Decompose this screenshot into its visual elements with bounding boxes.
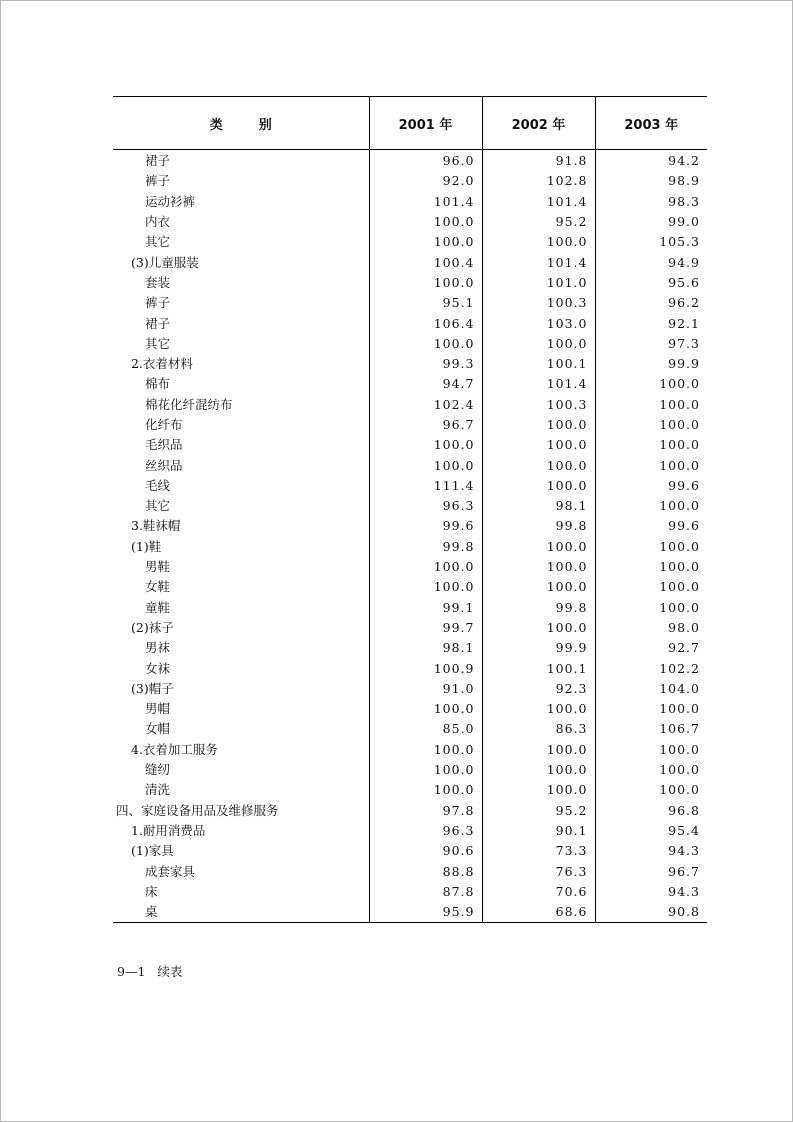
table-row	[113, 882, 707, 902]
row-label: 裙子	[145, 315, 171, 331]
value-2001: 100.0	[369, 273, 482, 293]
row-label: (3)帽子	[131, 680, 174, 696]
value-2002: 101.0	[482, 273, 595, 293]
table-row	[113, 273, 707, 293]
value-2003: 100.0	[595, 577, 707, 597]
value-2003: 99.6	[595, 476, 707, 496]
value-2003: 96.7	[595, 861, 707, 881]
row-label: 四、家庭设备用品及维修服务	[116, 802, 279, 818]
value-2001: 100.0	[369, 557, 482, 577]
value-2003: 100.0	[595, 395, 707, 415]
value-2001: 100.0	[369, 760, 482, 780]
value-2003: 96.2	[595, 293, 707, 313]
value-2002: 103.0	[482, 313, 595, 333]
value-2002: 100.0	[482, 334, 595, 354]
table-row	[113, 577, 707, 597]
header-2001: 2001 年	[369, 97, 482, 150]
value-2002: 90.1	[482, 821, 595, 841]
row-label: 其它	[145, 335, 171, 351]
row-label: 套装	[145, 274, 171, 290]
value-2001: 99.6	[369, 516, 482, 536]
value-2001: 95.9	[369, 902, 482, 923]
value-2003: 92.7	[595, 638, 707, 658]
value-2003: 100.0	[595, 780, 707, 800]
value-2002: 100.3	[482, 395, 595, 415]
value-2001: 92.0	[369, 171, 482, 191]
value-2001: 97.8	[369, 801, 482, 821]
value-2002: 100.0	[482, 760, 595, 780]
row-label: 棉布	[145, 376, 171, 392]
value-2003: 100.0	[595, 435, 707, 455]
value-2001: 100.0	[369, 334, 482, 354]
value-2003: 99.0	[595, 212, 707, 232]
header-2002: 2002 年	[482, 97, 595, 150]
table-row	[113, 719, 707, 739]
table-row	[113, 252, 707, 272]
row-label: 丝织品	[145, 457, 183, 473]
row-label: 女鞋	[145, 579, 171, 595]
value-2003: 105.3	[595, 232, 707, 252]
value-2001: 85.0	[369, 719, 482, 739]
value-2001: 91.0	[369, 679, 482, 699]
table-row	[113, 192, 707, 212]
table-row	[113, 455, 707, 475]
value-2002: 100.0	[482, 537, 595, 557]
row-label: 棉花化纤混纺布	[145, 396, 233, 412]
value-2002: 100.0	[482, 618, 595, 638]
value-2001: 96.7	[369, 415, 482, 435]
value-2001: 99.1	[369, 598, 482, 618]
value-2003: 94.3	[595, 882, 707, 902]
header-category: 类别	[113, 97, 369, 150]
value-2003: 98.3	[595, 192, 707, 212]
value-2002: 100.0	[482, 232, 595, 252]
table-row	[113, 760, 707, 780]
row-label: 床	[145, 883, 158, 899]
value-2003: 94.9	[595, 252, 707, 272]
row-label: (3)儿童服装	[131, 254, 199, 270]
table-row	[113, 537, 707, 557]
value-2001: 101.4	[369, 192, 482, 212]
value-2001: 95.1	[369, 293, 482, 313]
value-2001: 100.0	[369, 232, 482, 252]
table-row	[113, 313, 707, 333]
value-2002: 99.9	[482, 638, 595, 658]
value-2002: 99.8	[482, 598, 595, 618]
value-2002: 101.4	[482, 192, 595, 212]
value-2003: 97.3	[595, 334, 707, 354]
value-2003: 100.0	[595, 740, 707, 760]
row-label: (1)鞋	[131, 538, 162, 554]
value-2002: 91.8	[482, 150, 595, 172]
value-2001: 100.0	[369, 212, 482, 232]
table-row	[113, 496, 707, 516]
footer-note: 9—1 续表	[117, 964, 183, 979]
value-2002: 99.8	[482, 516, 595, 536]
row-label: (2)袜子	[131, 619, 174, 635]
table-body	[113, 150, 707, 923]
row-label: 裤子	[145, 173, 171, 189]
row-label: 1.耐用消费品	[131, 822, 206, 838]
row-label: 男袜	[145, 640, 171, 656]
table-row	[113, 150, 707, 172]
row-label: 成套家具	[145, 863, 196, 879]
table-row	[113, 212, 707, 232]
value-2002: 86.3	[482, 719, 595, 739]
table-row	[113, 415, 707, 435]
value-2002: 76.3	[482, 861, 595, 881]
value-2002: 98.1	[482, 496, 595, 516]
value-2001: 96.3	[369, 821, 482, 841]
value-2002: 100.0	[482, 557, 595, 577]
row-label: 4.衣着加工服务	[131, 741, 218, 757]
value-2003: 98.0	[595, 618, 707, 638]
value-2003: 100.0	[595, 760, 707, 780]
table-row	[113, 395, 707, 415]
row-label: 裙子	[145, 153, 171, 169]
value-2002: 73.3	[482, 841, 595, 861]
value-2001: 90.6	[369, 841, 482, 861]
table-row	[113, 598, 707, 618]
value-2001: 100.0	[369, 740, 482, 760]
value-2001: 99.8	[369, 537, 482, 557]
value-2003: 102.2	[595, 658, 707, 678]
row-label: 其它	[145, 498, 171, 514]
value-2002: 100.1	[482, 658, 595, 678]
table-row	[113, 293, 707, 313]
table-row	[113, 841, 707, 861]
table-row	[113, 658, 707, 678]
value-2001: 100.0	[369, 699, 482, 719]
value-2002: 100.0	[482, 699, 595, 719]
table-row	[113, 638, 707, 658]
value-2003: 95.4	[595, 821, 707, 841]
table-row	[113, 780, 707, 800]
table-header-row	[113, 97, 707, 150]
value-2001: 102.4	[369, 395, 482, 415]
value-2003: 99.9	[595, 354, 707, 374]
table-row	[113, 476, 707, 496]
value-2003: 100.0	[595, 699, 707, 719]
row-label: 化纤布	[145, 417, 183, 432]
row-label: 童鞋	[145, 599, 171, 615]
table-row	[113, 699, 707, 719]
value-2003: 94.2	[595, 150, 707, 172]
table-row	[113, 902, 707, 923]
table-row	[113, 171, 707, 191]
row-label: 男帽	[145, 701, 171, 717]
value-2003: 100.0	[595, 415, 707, 435]
value-2001: 99.7	[369, 618, 482, 638]
value-2002: 95.2	[482, 212, 595, 232]
table-row	[113, 435, 707, 455]
table-row	[113, 861, 707, 881]
value-2002: 68.6	[482, 902, 595, 923]
table-row	[113, 354, 707, 374]
value-2001: 111.4	[369, 476, 482, 496]
row-label: 桌	[113, 902, 369, 923]
table-row	[113, 334, 707, 354]
value-2003: 100.0	[595, 496, 707, 516]
row-label: 男鞋	[145, 559, 171, 575]
table-row	[113, 801, 707, 821]
value-2003: 106.7	[595, 719, 707, 739]
value-2001: 100.4	[369, 252, 482, 272]
value-2001: 96.0	[369, 150, 482, 172]
value-2003: 104.0	[595, 679, 707, 699]
value-2001: 100.0	[369, 780, 482, 800]
value-2002: 100.0	[482, 455, 595, 475]
value-2002: 100.0	[482, 780, 595, 800]
value-2003: 100.0	[595, 374, 707, 394]
value-2001: 100.0	[369, 577, 482, 597]
value-2003: 90.8	[595, 902, 707, 923]
table-row	[113, 679, 707, 699]
table-row	[113, 821, 707, 841]
row-label: 女袜	[145, 660, 171, 676]
value-2002: 100.0	[482, 476, 595, 496]
value-2001: 99.3	[369, 354, 482, 374]
row-label: 裤子	[145, 295, 171, 311]
table-row	[113, 740, 707, 760]
row-label: 内衣	[145, 214, 171, 230]
value-2003: 94.3	[595, 841, 707, 861]
row-label: 其它	[145, 234, 171, 250]
value-2002: 100.1	[482, 354, 595, 374]
value-2001: 94.7	[369, 374, 482, 394]
header-2003: 2003 年	[595, 97, 707, 150]
value-2003: 100.0	[595, 537, 707, 557]
value-2003: 100.0	[595, 557, 707, 577]
value-2001: 106.4	[369, 313, 482, 333]
row-label: 清洗	[145, 782, 171, 798]
value-2001: 100.0	[369, 455, 482, 475]
value-2001: 98.1	[369, 638, 482, 658]
value-2002: 101.4	[482, 374, 595, 394]
value-2002: 100.0	[482, 435, 595, 455]
value-2002: 102.8	[482, 171, 595, 191]
value-2003: 98.9	[595, 171, 707, 191]
value-2002: 70.6	[482, 882, 595, 902]
row-label: 2.衣着材料	[131, 356, 193, 372]
value-2001: 88.8	[369, 861, 482, 881]
row-label: 3.鞋袜帽	[131, 518, 181, 534]
value-2001: 96.3	[369, 496, 482, 516]
value-2003: 92.1	[595, 313, 707, 333]
table-row	[113, 374, 707, 394]
value-2003: 95.6	[595, 273, 707, 293]
row-label: (1)家具	[131, 843, 174, 859]
value-2002: 95.2	[482, 801, 595, 821]
table-row	[113, 618, 707, 638]
value-2002: 100.3	[482, 293, 595, 313]
price-index-table	[113, 96, 707, 923]
table-row	[113, 557, 707, 577]
row-label: 女帽	[145, 721, 171, 737]
row-label: 毛织品	[145, 437, 183, 453]
value-2001: 100.0	[369, 435, 482, 455]
value-2003: 100.0	[595, 598, 707, 618]
value-2003: 99.6	[595, 516, 707, 536]
value-2002: 92.3	[482, 679, 595, 699]
value-2003: 100.0	[595, 455, 707, 475]
row-label: 毛线	[145, 477, 171, 493]
value-2002: 100.0	[482, 577, 595, 597]
table-row	[113, 516, 707, 536]
value-2002: 100.0	[482, 740, 595, 760]
value-2002: 101.4	[482, 252, 595, 272]
value-2001: 100.9	[369, 658, 482, 678]
value-2002: 100.0	[482, 415, 595, 435]
row-label: 缝纫	[145, 762, 171, 778]
value-2001: 87.8	[369, 882, 482, 902]
value-2003: 96.8	[595, 801, 707, 821]
row-label: 运动衫裤	[145, 193, 196, 209]
table-row	[113, 232, 707, 252]
